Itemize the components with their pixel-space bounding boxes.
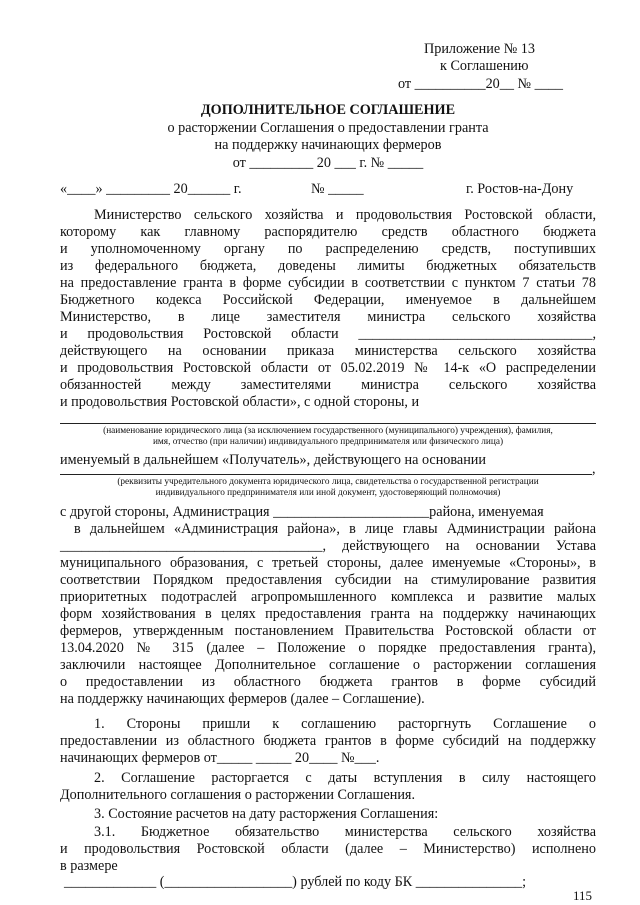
body2-line: с другой стороны, Администрация ______________________района, именуемая [60,504,544,520]
body2-line: на поддержку начинающих фермеров (далее – Соглашение). [60,691,425,707]
note-recipient-docs-1: (реквизиты учредительного документа юридического лица, свидетельства о государственной регистрации [117,477,539,487]
to-agreement-label: к Соглашению [440,58,529,74]
body2-line: приоритетных подотраслей агропромышленного комплекса и развитие малых [60,589,596,605]
agreement-number: № _____ [311,181,364,197]
note-recipient-name-2: имя, отчество (при наличии) индивидуального предпринимателя или физического лица) [152,437,504,447]
body-line: которому как главному распорядителю средств областного бюджета [60,224,596,240]
fill-in-line-recipient-docs [60,474,592,475]
fill-in-line-recipient-name [60,423,596,424]
appendix-label: Приложение № 13 [424,41,535,57]
body-line: действующего на основании приказа министерства сельского хозяйства [60,343,596,359]
recipient-line: именуемый в дальнейшем «Получатель», действующего на основании [60,452,486,468]
body2-line: муниципального образования, с третьей стороны, далее именуемые «Стороны», в [60,555,596,571]
clause-1-line: 1. Стороны пришли к соглашению расторгнуть Соглашение о [94,716,596,732]
body2-line: фермеров, утвержденным постановлением Правительства Ростовской области от [60,623,596,639]
body-line: Министерство, в лице заместителя министра сельского хозяйства [60,309,596,325]
body2-line: заключили настоящее Дополнительное соглашение о расторжении соглашения [60,657,596,673]
amount-line: _____________ (__________________) рублей по коду БК _______________; [64,874,527,890]
body-line: Бюджетного кодекса Российской Федерации, именуемое в дальнейшем [60,292,596,308]
clause-3-1-line: 3.1. Бюджетное обязательство министерства сельского хозяйства [94,824,596,840]
body-line: на предоставление гранта в форме субсидии в соответствии с пунктом 7 статьи 78 [60,275,596,291]
clause-2-line: 2. Соглашение расторгается с даты вступления в силу настоящего [94,770,596,786]
body2-line: о предоставлении из областного бюджета грантов в форме субсидий [60,674,596,690]
document-subtitle-2: на поддержку начинающих фермеров [214,137,442,153]
agreement-date: «____» _________ 20______ г. [60,181,242,197]
body-line: и продовольствия Ростовской области от 05.02.2019 № 14-к «О распределении [60,360,596,376]
fill-in-comma: , [592,461,596,477]
body-line: и продовольствия Ростовской области», с одной стороны, и [60,394,420,410]
body-line: Министерство сельского хозяйства и продовольствия Ростовской области, [94,207,596,223]
body2-line: форм хозяйствования в целях предоставления гранта на поддержку начинающих [60,606,596,622]
document-subtitle-3: от _________ 20 ___ г. № _____ [232,155,424,171]
body-line: и уполномоченному органу по распределению средств, поступивших [60,241,596,257]
clause-3-1-line: в размере [60,858,118,874]
body2-line: _____________________________________, действующего на основании Устава [60,538,596,554]
note-recipient-docs-2: индивидуального предпринимателя или иной документ, удостоверяющий полномочия) [155,488,501,498]
clause-1-line: начинающих фермеров от_____ _____ 20____ №___. [60,750,380,766]
note-recipient-name-1: (наименование юридического лица (за исключением государственного (муниципального) учреждения), фамилия, [103,426,553,436]
body2-line: в дальнейшем «Администрация района», в лице главы Администрации района [74,521,596,537]
body2-line: соответствии Порядком предоставления субсидии на стимулирование развития [60,572,596,588]
document-title: ДОПОЛНИТЕЛЬНОЕ СОГЛАШЕНИЕ [200,102,456,118]
header-date-line: от __________20__ № ____ [398,76,563,92]
body2-line: 13.04.2020 № 315 (далее – Положение о порядке предоставления гранта), [60,640,596,656]
clause-3-line: 3. Состояние расчетов на дату расторжения Соглашения: [94,806,439,822]
body-line: и продовольствия Ростовской области _________________________________, [60,326,596,342]
clause-3-1-line: и продовольствия Ростовской области (далее – Министерство) исполнено [60,841,596,857]
clause-1-line: предоставлении из областного бюджета грантов в форме субсидий на поддержку [60,733,596,749]
agreement-city: г. Ростов-на-Дону [466,181,574,197]
clause-2-line: Дополнительного соглашения о расторжении Соглашения. [60,787,415,803]
page-number: 115 [573,888,593,903]
body-line: из федерального бюджета, доведены лимиты бюджетных обязательств [60,258,596,274]
document-subtitle-1: о расторжении Соглашения о предоставлении гранта [167,120,489,136]
body-line: обязанностей между заместителями министра сельского хозяйства [60,377,596,393]
